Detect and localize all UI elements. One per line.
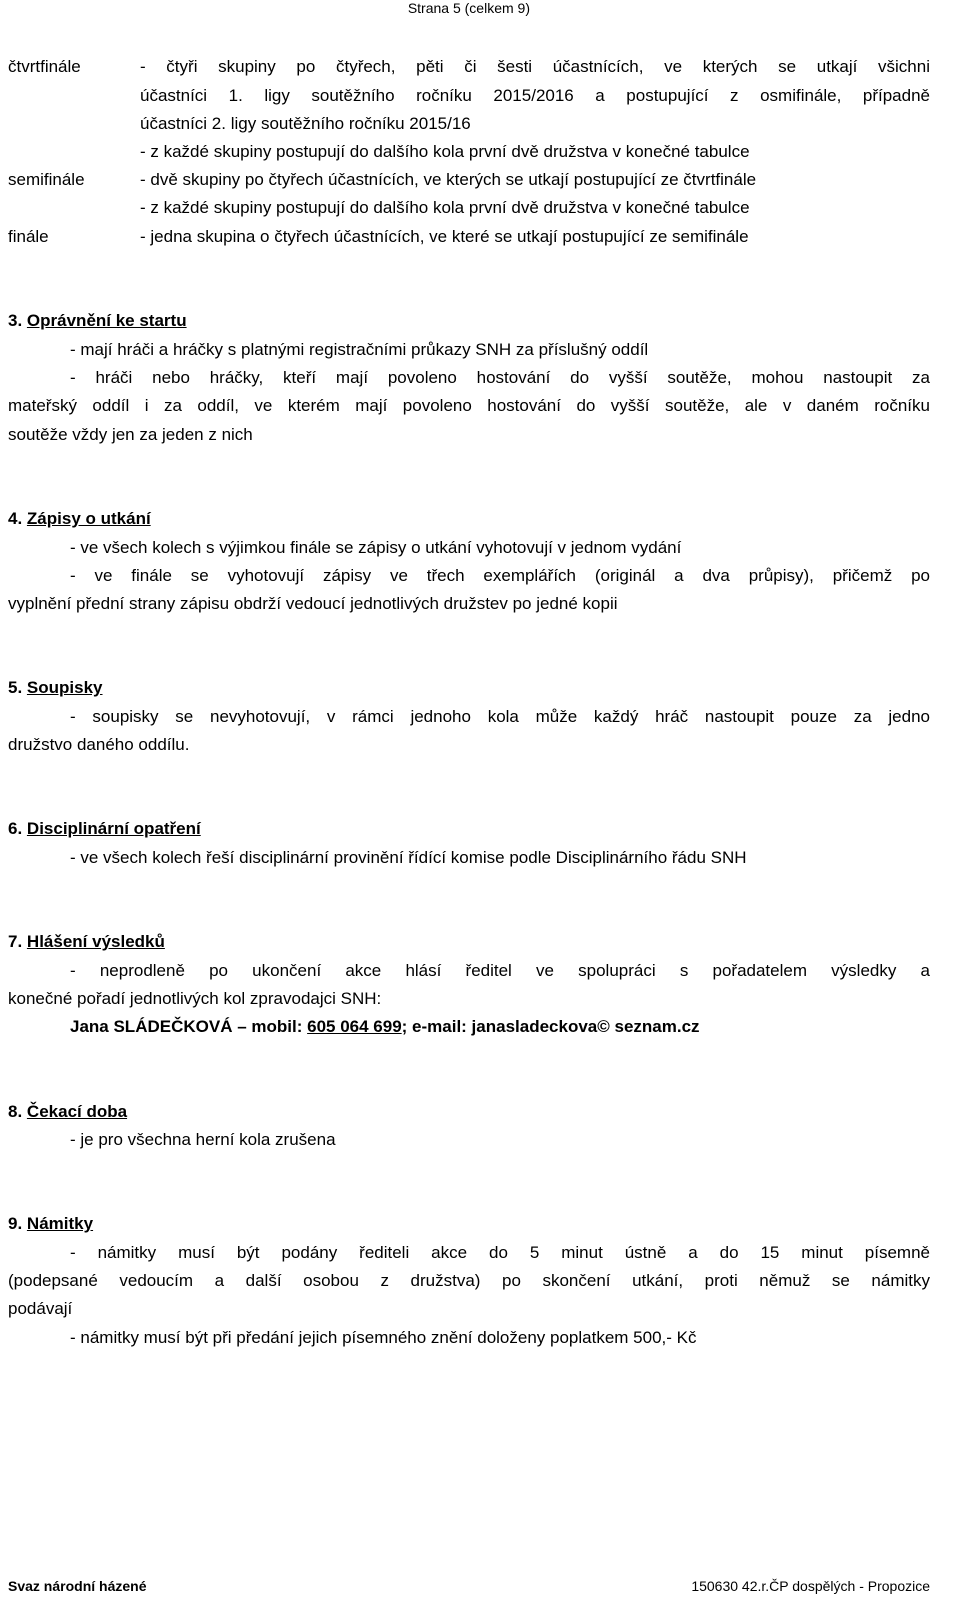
section-4-heading [8, 508, 151, 530]
section-4-number: 4. [8, 509, 23, 528]
section-9-line-3: podávají [8, 1299, 73, 1318]
section-6-title: Disciplinární opatření [26, 819, 201, 838]
section-5-title: Soupisky [26, 678, 103, 697]
final-label: finále [8, 227, 49, 246]
semifinal-line-2: - z každé skupiny postupují do dalšího kola první dvě družstva v konečné tabulce [140, 198, 750, 217]
section-6-number: 6. [8, 819, 23, 838]
section-3-title: Oprávnění ke startu [26, 311, 187, 330]
footer-organization: Svaz národní házené [8, 1578, 147, 1594]
section-4-line-2: - ve finále se vyhotovují zápisy ve třech exemplářích (originál a dva průpisy), přičemž po [70, 566, 930, 585]
section-4-title: Zápisy o utkání [26, 509, 151, 528]
page-number: Strana 5 (celkem 9) [407, 0, 530, 16]
section-3-heading [8, 310, 187, 332]
final-line-1: - jedna skupina o čtyřech účastnících, ve které se utkají postupující ze semifinále [140, 227, 749, 246]
quarterfinal-line-4: - z každé skupiny postupují do dalšího kola první dvě družstva v konečné tabulce [140, 142, 750, 161]
contact-line [70, 1016, 700, 1038]
section-3-line-1: - mají hráči a hráčky s platnými registračními průkazy SNH za příslušný oddíl [70, 340, 649, 359]
section-4-line-1: - ve všech kolech s výjimkou finále se zápisy o utkání vyhotovují v jednom vydání [70, 538, 682, 557]
section-3-line-2: - hráči nebo hráčky, kteří mají povoleno hostování do vyšší soutěže, mohou nastoupit za [70, 368, 930, 387]
semifinal-label: semifinále [8, 170, 85, 189]
section-9-heading [8, 1213, 93, 1235]
section-3-line-4: soutěže vždy jen za jeden z nich [8, 425, 253, 444]
section-6-heading [8, 818, 201, 840]
section-5-number: 5. [8, 678, 23, 697]
section-9-number: 9. [8, 1214, 23, 1233]
section-9-title: Námitky [26, 1214, 94, 1233]
footer-document-id: 150630 42.r.ČP dospělých - Propozice [691, 1578, 930, 1594]
section-7-heading [8, 931, 165, 953]
section-8-line-1: - je pro všechna herní kola zrušena [70, 1130, 336, 1149]
section-7-number: 7. [8, 932, 23, 951]
section-9-line-1: - námitky musí být podány řediteli akce do 5 minut ústně a do 15 minut písemně [70, 1243, 930, 1262]
section-7-title: Hlášení výsledků [26, 932, 165, 951]
contact-name: Jana SLÁDEČKOVÁ – mobil: [70, 1017, 308, 1036]
semifinal-line-1: - dvě skupiny po čtyřech účastnících, ve kterých se utkají postupující ze čtvrtfinále [140, 170, 757, 189]
section-4-line-3: vyplnění přední strany zápisu obdrží vedoucí jednotlivých družstev po jedné kopii [8, 594, 618, 613]
section-7-line-1: - neprodleně po ukončení akce hlásí ředitel ve spolupráci s pořadatelem výsledky a [70, 961, 930, 980]
section-5-line-2: družstvo daného oddílu. [8, 735, 190, 754]
section-9-line-4: - námitky musí být při předání jejich písemného znění doloženy poplatkem 500,- Kč [70, 1328, 697, 1347]
section-8-number: 8. [8, 1102, 23, 1121]
section-5-heading [8, 677, 103, 699]
section-9-line-2: (podepsané vedoucím a další osobou z družstva) po skončení utkání, proti němuž se námitky [8, 1271, 930, 1290]
section-7-line-2: konečné pořadí jednotlivých kol zpravodajci SNH: [8, 989, 382, 1008]
section-3-line-3: mateřský oddíl i za oddíl, ve kterém mají povoleno hostování do vyšší soutěže, ale v daném ročníku [8, 396, 930, 415]
quarterfinal-line-3: účastníci 2. ligy soutěžního ročníku 2015/16 [140, 114, 471, 133]
section-8-heading [8, 1101, 127, 1123]
quarterfinal-line-2: účastníci 1. ligy soutěžního ročníku 2015/2016 a postupující z osmifinále, případně [140, 86, 930, 105]
section-5-line-1: - soupisky se nevyhotovují, v rámci jednoho kola může každý hráč nastoupit pouze za jedno [70, 707, 930, 726]
section-6-line-1: - ve všech kolech řeší disciplinární provinění řídící komise podle Disciplinárního řádu SNH [70, 848, 747, 867]
contact-phone-link[interactable]: 605 064 699 [307, 1017, 402, 1036]
contact-email: ; e-mail: janasladeckova© seznam.cz [401, 1017, 700, 1036]
quarterfinal-label: čtvrtfinále [8, 57, 81, 76]
section-3-number: 3. [8, 311, 23, 330]
quarterfinal-line-1: - čtyři skupiny po čtyřech, pěti či šesti účastnících, ve kterých se utkají všichni [140, 57, 930, 76]
section-8-title: Čekací doba [26, 1102, 128, 1121]
